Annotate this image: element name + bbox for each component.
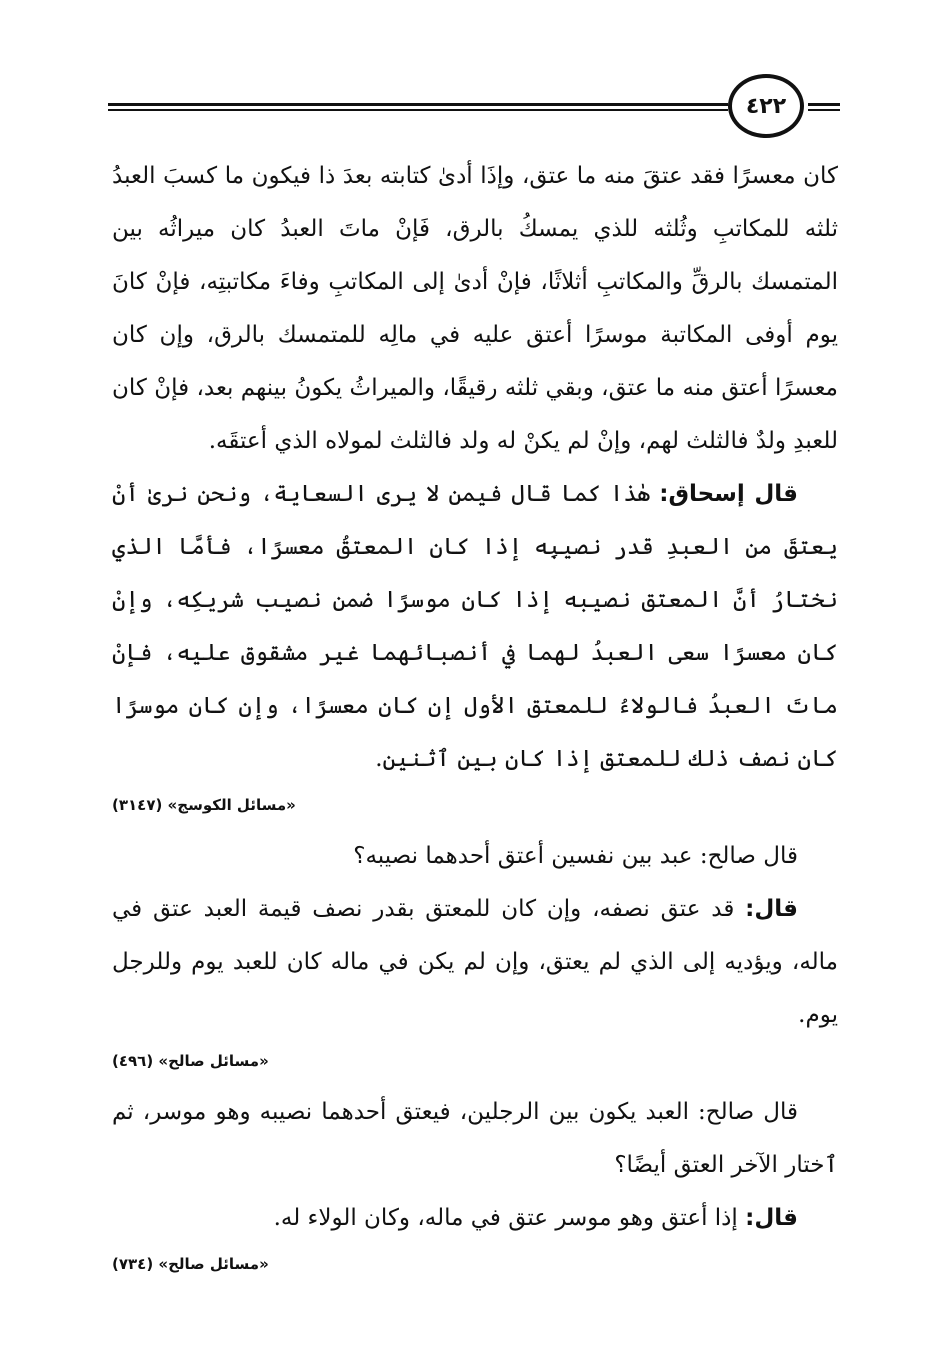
answer xyxy=(112,1192,838,1245)
paragraph-text: هٰذا كما قال فيمن لا يرى السعاية، ونحن نرىٰ أنْ يعتقَ من العبدِ قدر نصيبِه إذا كان المعتقُ معسرًا، فأمَّا الذي نختارُ أنَّ المعتق نصيبه إذا كان موسرًا ضمن نصيب شريكِه، وإنْ كان معسرًا سعى العبدُ لهما في أنصبائهما غير مشقوق عليه، فإنْ ماتَ العبدُ فالولاءُ للمعتق الأول إن كان معسرًا، وإن كان موسرًا كان نصف ذلك للمعتق إذا كان بين ٱثنين. xyxy=(112,481,838,772)
speaker-label: قال: xyxy=(745,1205,798,1231)
source-citation: «مسائل الكوسج» (٣١٤٧) xyxy=(112,796,296,814)
header-rule xyxy=(108,109,728,111)
source-citation: «مسائل صالح» (٤٩٦) xyxy=(112,1052,269,1070)
question: قال صالح: عبد بين نفسين أعتق أحدهما نصيبه؟ xyxy=(353,843,798,869)
speaker-label: قال إسحاق: xyxy=(659,481,798,507)
speaker-label: قال: xyxy=(745,896,798,922)
page-body xyxy=(112,150,838,1289)
page-header xyxy=(108,70,840,140)
header-rule-short xyxy=(808,103,840,106)
paragraph: كان معسرًا فقد عتقَ منه ما عتق، وإذَا أدىٰ كتابته بعدَ ذا فيكون ما كسبَ العبدُ ثلثه للمكاتبِ وثُلثه للذي يمسكُ بالرق، فَإنْ ماتَ العبدُ كان ميراثُه بين المتمسك بالرقِّ والمكاتبِ أثلاثًا، فإنْ أدىٰ إلى المكاتبِ وفاءَ مكاتبتِه، فإنْ كانَ يوم أوفى المكاتبة موسرًا أعتق عليه في مالِه للمتمسك بالرق، وإن كان معسرًا أعتق منه ما عتق، وبقي ثلثه رقيقًا، والميراثُ يكونُ بينهم بعد، فإنْ كان للعبدِ ولدٌ فالثلث لهم، وإنْ لم يكنْ له ولد فالثلث لمولاه الذي أعتقَه. xyxy=(112,163,838,454)
question: قال صالح: العبد يكون بين الرجلين، فيعتق أحدهما نصيبه وهو موسر، ثم ٱختار الآخر العتق أيضًا؟ xyxy=(112,1099,838,1178)
header-rule-short xyxy=(808,109,840,111)
answer-text: قد عتق نصفه، وإن كان للمعتق بقدر نصف قيمة العبد عتق في ماله، ويؤديه إلى الذي لم يعتق، وإن لم يكن في ماله كان للعبد يوم وللرجل يوم. xyxy=(112,896,838,1028)
answer xyxy=(112,883,838,1042)
page-number: ٤٢٢ xyxy=(728,74,804,138)
source-citation: «مسائل صالح» (٧٣٤) xyxy=(112,1255,269,1273)
header-rule xyxy=(108,103,728,106)
paragraph xyxy=(112,468,838,786)
answer-text: إذا أعتق وهو موسر عتق في ماله، وكان الولاء له. xyxy=(273,1205,746,1231)
